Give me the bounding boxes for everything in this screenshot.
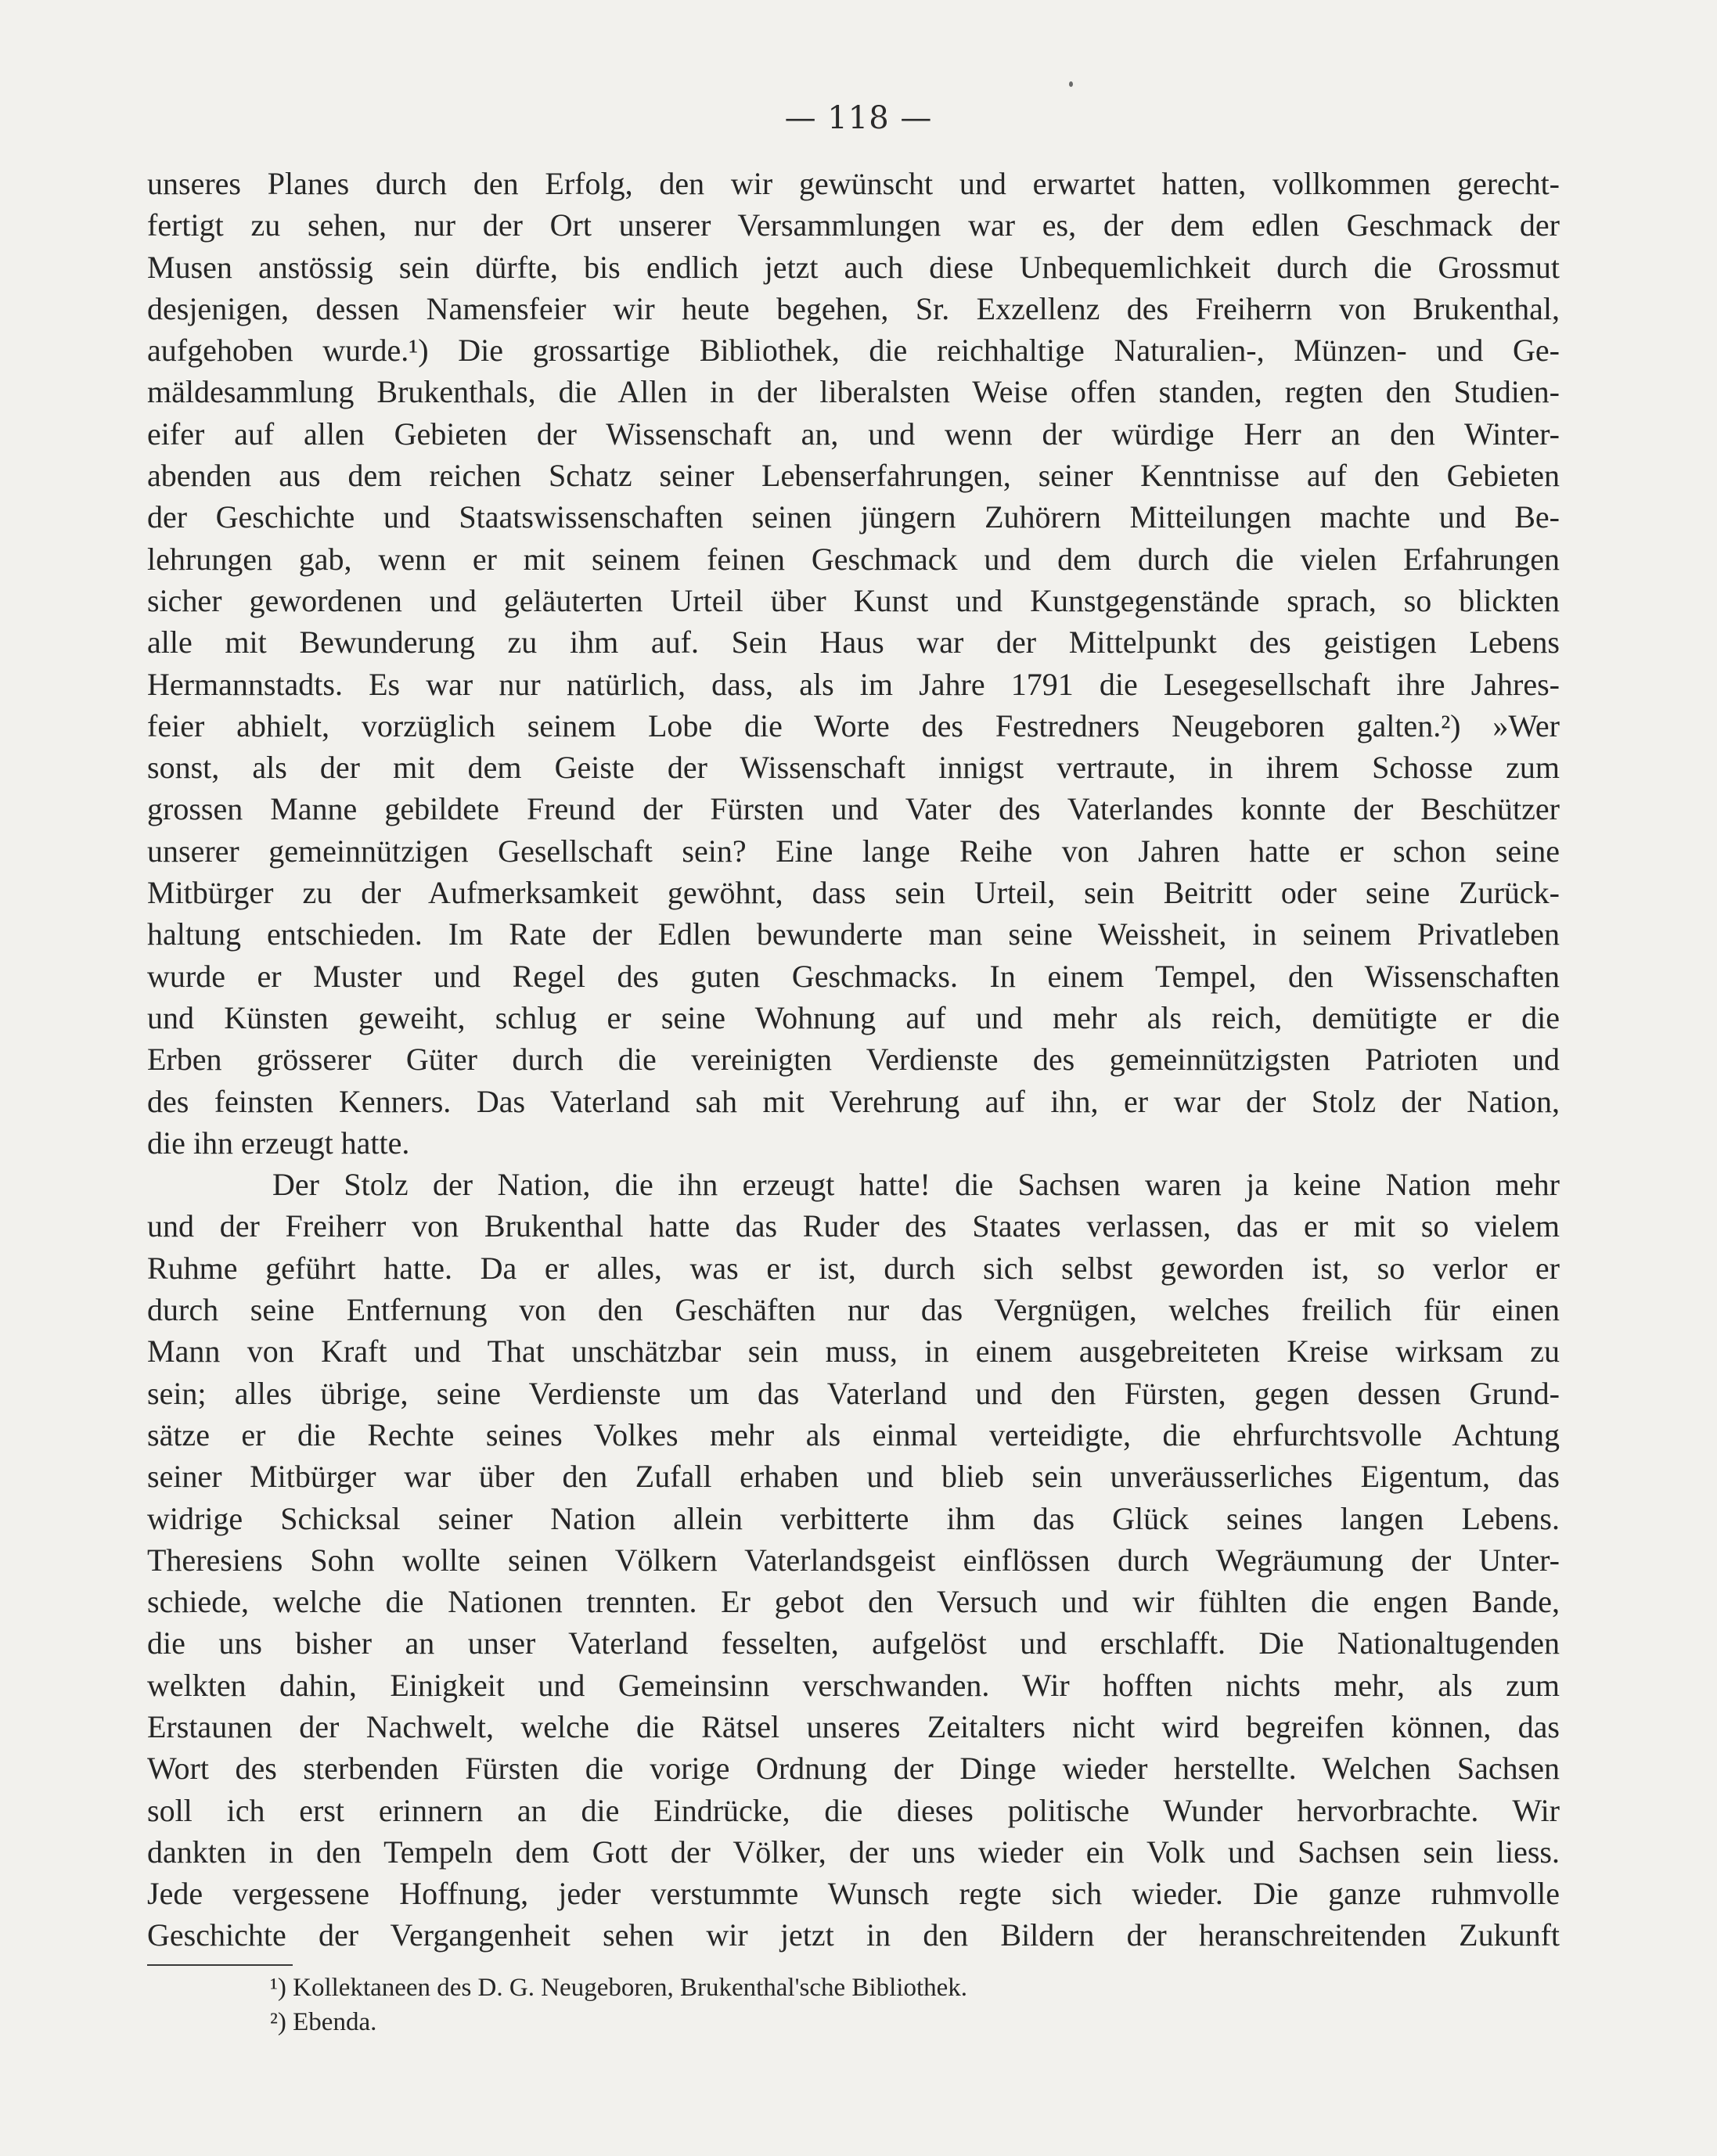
text-line: die uns bisher an unser Vaterland fesselten, aufgelöst und erschlafft. Die Nationaltugenden <box>147 1625 1560 1661</box>
paragraph-end-line: die ihn erzeugt hatte. <box>147 1125 410 1161</box>
text-line: eifer auf allen Gebieten der Wissenschaft an, und wenn der würdige Herr an den Winter- <box>147 416 1560 452</box>
text-line: Jede vergessene Hoffnung, jeder verstummte Wunsch regte sich wieder. Die ganze ruhmvolle <box>147 1876 1560 1912</box>
text-line: seiner Mitbürger war über den Zufall erhaben und blieb sein unveräusserliches Eigentum, das <box>147 1459 1560 1495</box>
text-line: schiede, welche die Nationen trennten. Er gebot den Versuch und wir fühlten die engen Bande, <box>147 1584 1560 1620</box>
text-line: unseres Planes durch den Erfolg, den wir gewünscht und erwartet hatten, vollkommen gerecht- <box>147 166 1560 201</box>
page-number: — 118 — <box>784 100 933 136</box>
text-line: und Künsten geweiht, schlug er seine Wohnung auf und mehr als reich, demütigte er die <box>147 999 1560 1035</box>
text-line: Hermannstadts. Es war nur natürlich, dass, als im Jahre 1791 die Lesegesellschaft ihre Jahres- <box>147 666 1560 702</box>
text-line: welkten dahin, Einigkeit und Gemeinsinn verschwanden. Wir hofften nichts mehr, als zum <box>147 1667 1560 1703</box>
footnotes <box>270 1971 1553 2039</box>
text-line: unserer gemeinnützigen Gesellschaft sein? Eine lange Reihe von Jahren hatte er schon seine <box>147 833 1560 869</box>
text-line: desjenigen, dessen Namensfeier wir heute begehen, Sr. Exzellenz des Freiherrn von Brukenthal, <box>147 290 1560 326</box>
footnote-divider <box>147 1964 293 1966</box>
text-line: abenden aus dem reichen Schatz seiner Lebenserfahrungen, seiner Kenntnisse auf den Gebieten <box>147 458 1560 494</box>
text-line: mäldesammlung Brukenthals, die Allen in der liberalsten Weise offen standen, regten den Studien- <box>147 374 1560 410</box>
text-line: widrige Schicksal seiner Nation allein verbitterte ihm das Glück seines langen Lebens. <box>147 1500 1560 1536</box>
paragraph-start-line: Der Stolz der Nation, die ihn erzeugt hatte! die Sachsen waren ja keine Nation mehr <box>272 1167 1560 1203</box>
text-line: haltung entschieden. Im Rate der Edlen bewunderte man seine Weissheit, in seinem Privatleben <box>147 916 1560 952</box>
text-line: soll ich erst erinnern an die Eindrücke, die dieses politische Wunder hervorbrachte. Wir <box>147 1792 1560 1828</box>
text-line: dankten in den Tempeln dem Gott der Völker, der uns wieder ein Volk und Sachsen sein liess. <box>147 1834 1560 1870</box>
text-line: sein; alles übrige, seine Verdienste um das Vaterland und den Fürsten, gegen dessen Grund- <box>147 1375 1560 1411</box>
text-line: lehrungen gab, wenn er mit seinem feinen Geschmack und dem durch die vielen Erfahrungen <box>147 541 1560 577</box>
text-line: feier abhielt, vorzüglich seinem Lobe die Worte des Festredners Neugeboren galten.²) »Wer <box>147 707 1560 743</box>
text-line: grossen Manne gebildete Freund der Fürsten und Vater des Vaterlandes konnte der Beschützer <box>147 791 1560 827</box>
text-line: Theresiens Sohn wollte seinen Völkern Vaterlandsgeist einflössen durch Wegräumung der Unter- <box>147 1542 1560 1578</box>
footnote-2: ²) Ebenda. <box>270 2008 377 2036</box>
text-line: der Geschichte und Staatswissenschaften seinen jüngern Zuhörern Mitteilungen machte und Be- <box>147 499 1560 535</box>
text-line: Mitbürger zu der Aufmerksamkeit gewöhnt, dass sein Urteil, sein Beitritt oder seine Zurück- <box>147 875 1560 911</box>
text-line: und der Freiherr von Brukenthal hatte das Ruder des Staates verlassen, das er mit so vielem <box>147 1208 1560 1244</box>
text-line: sicher gewordenen und geläuterten Urteil über Kunst und Kunstgegenstände sprach, so blickten <box>147 582 1560 618</box>
text-line: Musen anstössig sein dürfte, bis endlich jetzt auch diese Unbequemlichkeit durch die Grossmut <box>147 249 1560 285</box>
text-line: wurde er Muster und Regel des guten Geschmacks. In einem Tempel, den Wissenschaften <box>147 958 1560 994</box>
text-line: durch seine Entfernung von den Geschäften nur das Vergnügen, welches freilich für einen <box>147 1292 1560 1328</box>
footnote-1: ¹) Kollektaneen des D. G. Neugeboren, Brukenthal'sche Bibliothek. <box>270 1974 968 2002</box>
text-line: fertigt zu sehen, nur der Ort unserer Versammlungen war es, der dem edlen Geschmack der <box>147 207 1560 243</box>
body-text <box>147 163 1560 1998</box>
text-line: alle mit Bewunderung zu ihm auf. Sein Haus war der Mittelpunkt des geistigen Lebens <box>147 624 1560 660</box>
text-line: sonst, als der mit dem Geiste der Wissenschaft innigst vertraute, in ihrem Schosse zum <box>147 750 1560 786</box>
text-line: aufgehoben wurde.¹) Die grossartige Bibliothek, die reichhaltige Naturalien-, Münzen- und Ge- <box>147 333 1560 369</box>
ink-speck <box>1069 81 1073 87</box>
text-line: Erben grösserer Güter durch die vereinigten Verdienste des gemeinnützigsten Patrioten und <box>147 1042 1560 1078</box>
text-line: Mann von Kraft und That unschätzbar sein muss, in einem ausgebreiteten Kreise wirksam zu <box>147 1334 1560 1370</box>
text-line: sätze er die Rechte seines Volkes mehr als einmal verteidigte, die ehrfurchtsvolle Achtung <box>147 1416 1560 1452</box>
text-line: des feinsten Kenners. Das Vaterland sah mit Verehrung auf ihn, er war der Stolz der Nation, <box>147 1083 1560 1119</box>
text-line: Ruhme geführt hatte. Da er alles, was er ist, durch sich selbst geworden ist, so verlor er <box>147 1250 1560 1286</box>
text-line: Wort des sterbenden Fürsten die vorige Ordnung der Dinge wieder herstellte. Welchen Sachsen <box>147 1751 1560 1787</box>
text-line: Erstaunen der Nachwelt, welche die Rätsel unseres Zeitalters nicht wird begreifen können, das <box>147 1708 1560 1744</box>
text-line: Geschichte der Vergangenheit sehen wir jetzt in den Bildern der heranschreitenden Zukunft <box>147 1917 1560 1953</box>
